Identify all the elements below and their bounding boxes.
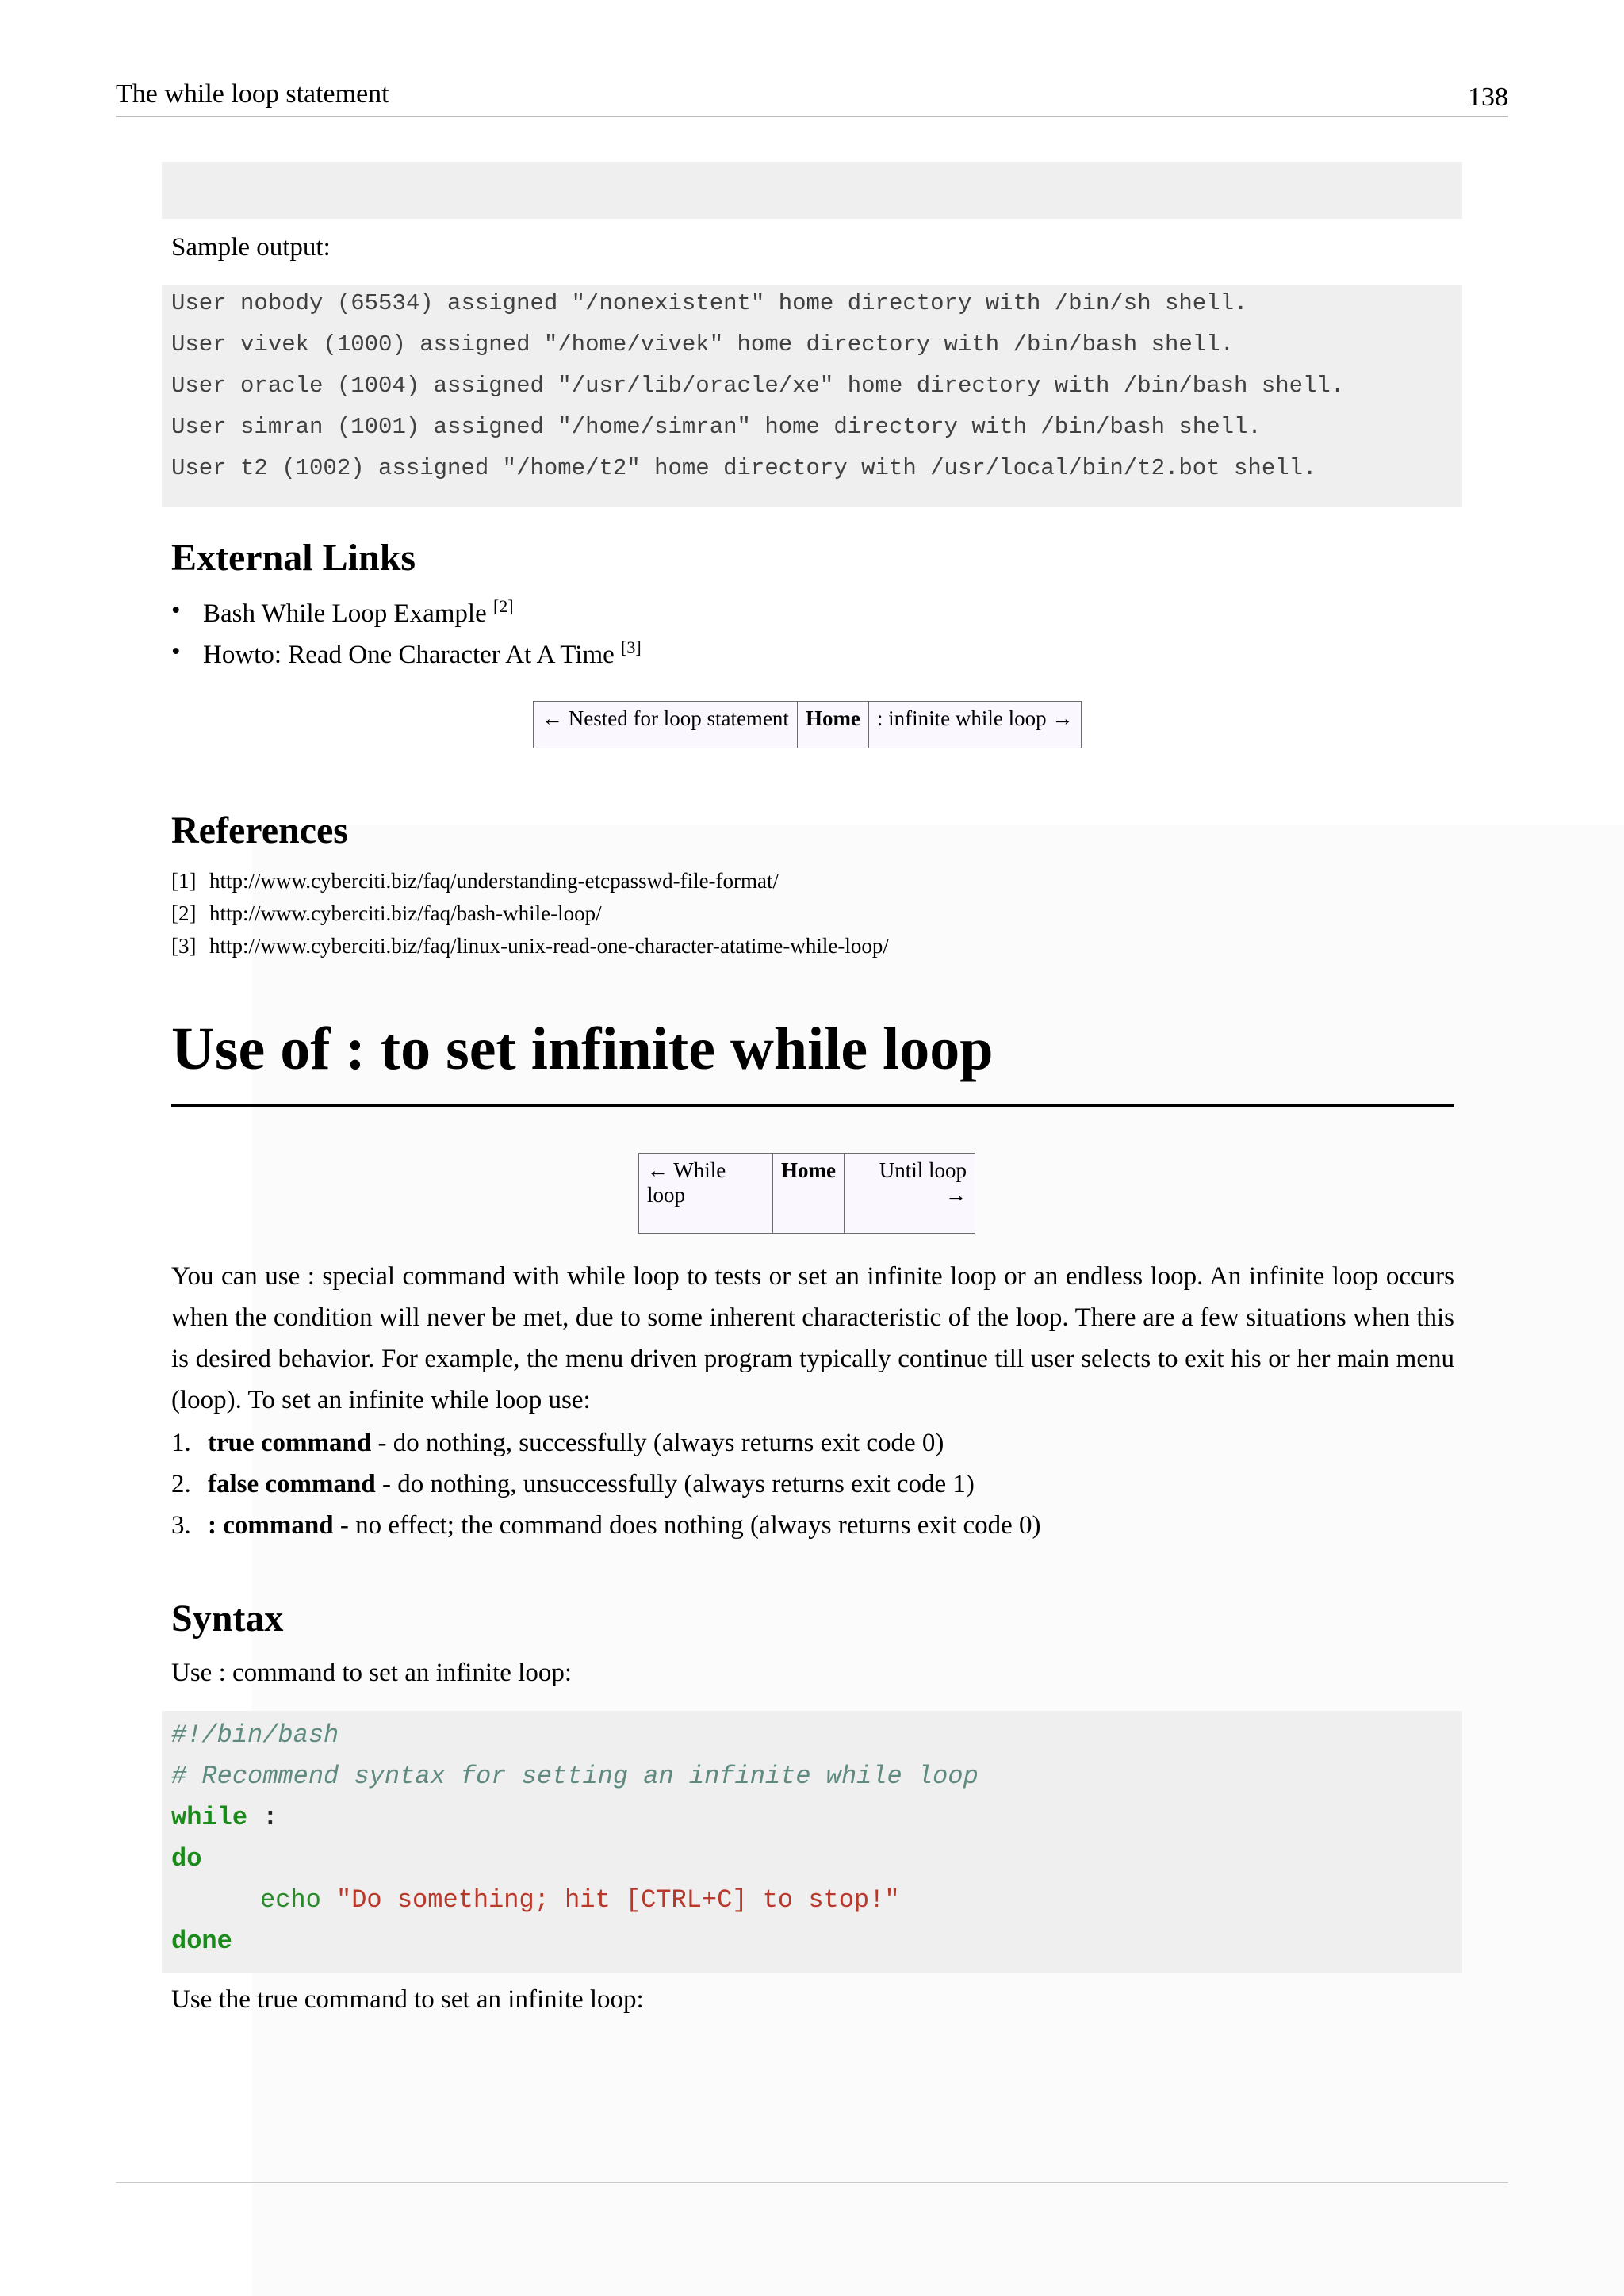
bullet-icon: • [171,637,181,666]
intro-paragraph: You can use : special command with while loop to tests or set an infinite loop or an endless loop. An infinite loop occurs when the condition will never be met, due to some inherent characteristic of the loop. There are a few situations when this is desired behavior. For example, the menu driven program typically continue till user selects to exit his or her main menu (loop). To set an infinite while loop use: [171,1262,1454,1414]
nav-home-link[interactable]: Home [797,702,868,748]
code-echo: echo [260,1885,321,1915]
command-desc: - do nothing, successfully (always returns exit code 0) [371,1429,944,1457]
running-header-title: The while loop statement [116,79,389,109]
list-number: 2. [171,1470,191,1498]
nav-prev-link[interactable]: ← Nested for loop statement [534,702,798,748]
output-line: User simran (1001) assigned "/home/simran" home directory with /bin/bash shell. [171,414,1262,440]
references-list [171,869,889,966]
nav-prev-link[interactable] [639,1154,773,1234]
reference-url[interactable]: http://www.cyberciti.biz/faq/linux-unix-read-one-character-atatime-while-loop/ [209,934,889,958]
bullet-icon: • [171,596,181,625]
output-line: User t2 (1002) assigned "/home/t2" home directory with /usr/local/bin/t2.bot shell. [171,455,1317,481]
nav-home-link[interactable]: Home [773,1154,845,1234]
chapter-title-underline [171,1104,1454,1107]
sample-output-block [162,285,1462,507]
syntax-intro: Use : command to set an infinite loop: [171,1659,572,1687]
code-colon: : [262,1803,278,1832]
nav-prev-line2: loop [647,1183,686,1207]
syntax-heading: Syntax [171,1598,284,1640]
reference-item [171,934,889,966]
reference-number: [2] [171,901,197,925]
code-keyword-done: done [171,1927,232,1956]
external-links-heading: External Links [171,537,416,579]
command-desc: - do nothing, unsuccessfully (always returns exit code 1) [375,1470,975,1498]
link-bash-while-loop-example[interactable]: Bash While Loop Example [203,599,493,628]
nav-next-line1: Until loop [879,1158,967,1182]
navigation-table-top [533,701,1082,748]
code-string: "Do something; hit [CTRL+C] to stop!" [336,1885,900,1915]
command-name: false command [208,1470,376,1498]
reference-number: [3] [171,934,197,958]
code-keyword-while: while [171,1803,248,1832]
command-desc: - no effect; the command does nothing (always returns exit code 0) [333,1511,1041,1540]
nav-next-link[interactable]: : infinite while loop → [868,702,1081,748]
output-line: User nobody (65534) assigned "/nonexistent" home directory with /bin/sh shell. [171,290,1248,316]
nav-next-link[interactable] [844,1154,975,1234]
command-name: : command [208,1511,334,1540]
code-keyword-do: do [171,1844,202,1873]
nav-prev-line1: ← While [647,1158,726,1182]
list-number: 3. [171,1511,191,1540]
navigation-table-chapter [638,1153,975,1234]
output-line: User vivek (1000) assigned "/home/vivek" home directory with /bin/bash shell. [171,331,1235,358]
chapter-title: Use of : to set infinite while loop [171,1016,994,1082]
header-divider [116,116,1508,117]
list-number: 1. [171,1429,191,1457]
syntax-outro: Use the true command to set an infinite loop: [171,1985,644,2014]
reference-url[interactable]: http://www.cyberciti.biz/faq/bash-while-loop/ [209,901,602,925]
syntax-code-block [162,1711,1462,1973]
reference-url[interactable]: http://www.cyberciti.biz/faq/understanding-etcpasswd-file-format/ [209,869,779,893]
empty-code-block [162,162,1462,219]
footer-divider [116,2182,1508,2183]
reference-item [171,901,889,934]
sample-output-label: Sample output: [171,233,331,262]
reference-item [171,869,889,901]
footnote-ref[interactable]: [3] [621,637,642,657]
command-name: true command [208,1429,372,1457]
page-number: 138 [1468,82,1508,112]
reference-number: [1] [171,869,197,893]
link-read-one-character[interactable]: Howto: Read One Character At A Time [203,641,622,669]
references-heading: References [171,809,348,851]
output-line: User oracle (1004) assigned "/usr/lib/oracle/xe" home directory with /bin/bash shell. [171,373,1345,399]
footnote-ref[interactable]: [2] [492,596,514,616]
code-shebang: #!/bin/bash [171,1720,339,1750]
code-comment: # Recommend syntax for setting an infinite while loop [171,1762,979,1791]
nav-next-line2: → [944,1183,967,1207]
